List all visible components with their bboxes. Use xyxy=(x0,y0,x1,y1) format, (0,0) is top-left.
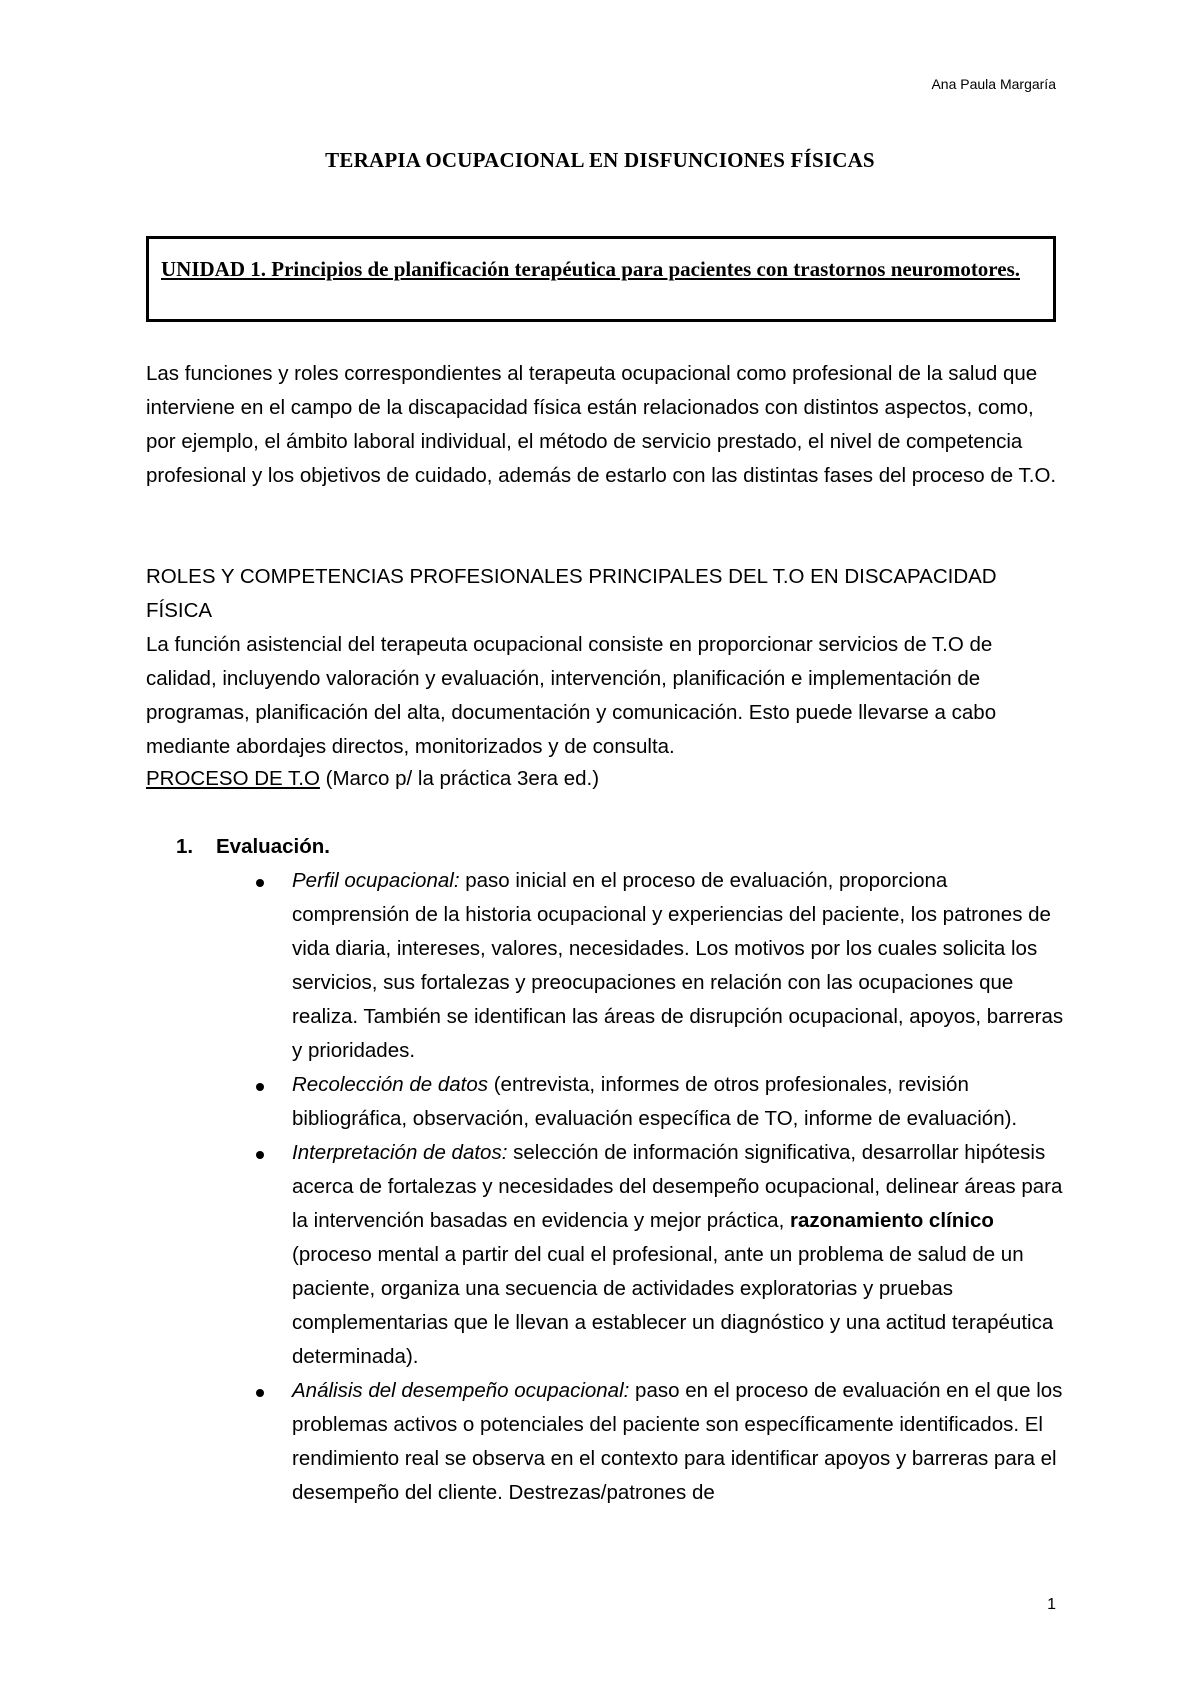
list-item xyxy=(146,1374,1066,1510)
bullet-text: paso en el proceso de evaluación en el que los problemas activos o potenciales del paciente son específicamente identificados. El rendimiento real se observa en el contexto para identificar apoyos y barreras para el desempeño del cliente. Destrezas/patrones de xyxy=(292,1379,1063,1504)
bullet-term: Interpretación de datos: xyxy=(292,1141,508,1164)
bullet-icon xyxy=(256,1151,264,1159)
bullet-icon xyxy=(256,1389,264,1397)
roles-paragraph: La función asistencial del terapeuta ocupacional consiste en proporcionar servicios de T.O de calidad, incluyendo valoración y evaluación, intervención, planificación e implementación de programas, planificación del alta, documentación y comunicación. Esto puede llevarse a cabo mediante abordajes directos, monitorizados y de consulta. xyxy=(146,633,997,758)
bullet-text: selección de información significativa, desarrollar hipótesis acerca de fortalezas y necesidades del desempeño ocupacional, delinear áreas para la intervención basadas en evidencia y mejor práctica, xyxy=(292,1141,1063,1232)
document-title: TERAPIA OCUPACIONAL EN DISFUNCIONES FÍSICAS xyxy=(325,148,875,172)
process-heading: PROCESO DE T.O xyxy=(146,767,320,790)
bullet-term: Perfil ocupacional: xyxy=(292,869,460,892)
list-item xyxy=(146,1068,1066,1136)
process-note: (Marco p/ la práctica 3era ed.) xyxy=(319,767,600,790)
bullet-bold-term: razonamiento clínico xyxy=(789,1209,994,1232)
bullet-text-continued: (proceso mental a partir del cual el profesional, ante un problema de salud de un paciente, organiza una secuencia de actividades exploratorias y pruebas complementarias que le llevan a establecer un diagnóstico y una actitud terapéutica determinada). xyxy=(292,1243,1054,1368)
list-item-evaluacion xyxy=(146,830,1066,864)
process-heading-line xyxy=(146,762,1066,796)
bullet-text: paso inicial en el proceso de evaluación, proporciona comprensión de la historia ocupacional y experiencias del paciente, los patrones de vida diaria, intereses, valores, necesidades. Los motivos por los cuales solicita los servicios, sus fortalezas y preocupaciones en relación con las ocupaciones que realiza. También se identifican las áreas de disrupción ocupacional, apoyos, barreras y prioridades. xyxy=(292,869,1064,1062)
header-author: Ana Paula Margaría xyxy=(931,76,1056,92)
process-list xyxy=(146,830,1066,1510)
bullet-term: Análisis del desempeño ocupacional: xyxy=(292,1379,630,1402)
intro-paragraph: Las funciones y roles correspondientes al terapeuta ocupacional como profesional de la salud que interviene en el campo de la discapacidad física están relacionados con distintos aspectos, como, por ejemplo, el ámbito laboral individual, el método de servicio prestado, el nivel de competencia profesional y los objetivos de cuidado, además de estarlo con las distintas fases del proceso de T.O. xyxy=(146,362,1057,487)
unit-heading: UNIDAD 1. Principios de planificación terapéutica para pacientes con trastornos neuromotores. xyxy=(161,257,1020,281)
list-number: 1. xyxy=(176,835,194,858)
evaluation-bullets xyxy=(146,864,1066,1510)
unit-heading-box xyxy=(146,236,1056,322)
list-label: Evaluación. xyxy=(216,835,330,858)
bullet-icon xyxy=(256,879,264,887)
roles-heading: ROLES Y COMPETENCIAS PROFESIONALES PRINCIPALES DEL T.O EN DISCAPACIDAD FÍSICA xyxy=(146,565,997,622)
roles-section xyxy=(146,560,1066,764)
bullet-term: Recolección de datos xyxy=(292,1073,489,1096)
page-number: 1 xyxy=(1047,1596,1056,1613)
list-item xyxy=(146,864,1066,1068)
bullet-text: (entrevista, informes de otros profesionales, revisión bibliográfica, observación, evaluación específica de TO, informe de evaluación). xyxy=(292,1073,1018,1130)
list-item xyxy=(146,1136,1066,1374)
bullet-icon xyxy=(256,1083,264,1091)
